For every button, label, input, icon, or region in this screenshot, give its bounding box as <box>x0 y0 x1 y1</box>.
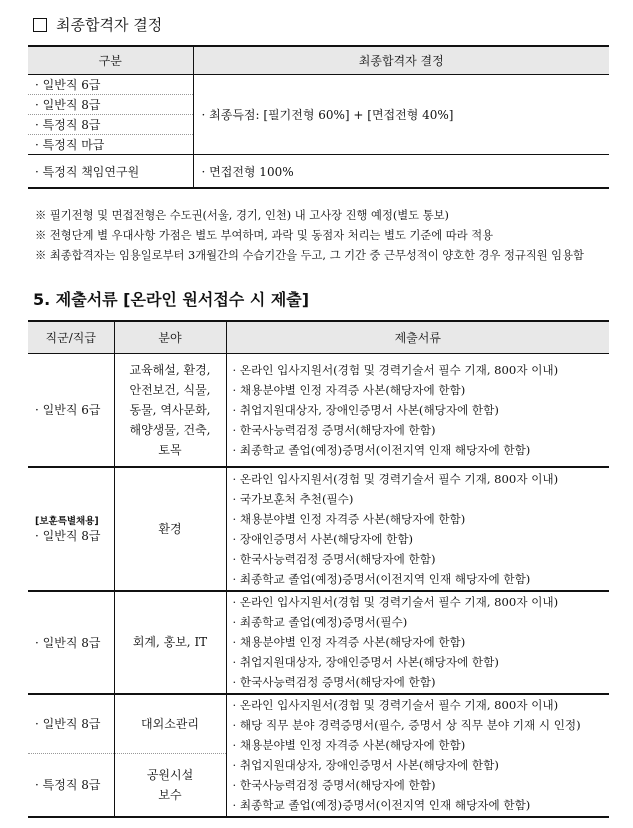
notes <box>35 206 584 266</box>
document-item: · 최종학교 졸업(예정)증명서(이전지역 인재 해당자에 한함) <box>232 571 531 586</box>
field-cell: 환경 <box>114 467 226 591</box>
rule-written-interview: · 최종득점: [필기전형 60%] + [면접전형 40%] <box>193 75 609 155</box>
document-item: · 취업지원대상자, 장애인증명서 사본(해당자에 한함) <box>232 655 499 669</box>
document-item: · 채용분야별 인정 자격증 사본(해당자에 한함) <box>232 738 466 752</box>
job-cell: · 일반직 8급 <box>28 694 114 754</box>
special-hire-tag: [보훈특별채용] <box>35 516 99 527</box>
header-job: 직군/직급 <box>28 321 114 354</box>
header-category: 구분 <box>28 46 193 75</box>
note-item: ※ 최종합격자는 임용일로부터 3개월간의 수습기간을 두고, 그 기간 중 근무성적이 양호한 경우 정규직원 임용함 <box>35 249 584 262</box>
rule-interview-only: · 면접전형 100% <box>201 164 294 179</box>
category-item: · 특정직 8급 <box>28 115 193 135</box>
document-item: · 최종학교 졸업(예정)증명서(이전지역 인재 해당자에 한함) <box>232 442 531 457</box>
document-item: · 한국사능력검정 증명서(해당자에 한함) <box>232 778 436 792</box>
document-item: · 취업지원대상자, 장애인증명서 사본(해당자에 한함) <box>232 758 499 772</box>
documents-cell <box>226 591 609 694</box>
section1-title-text: 최종합격자 결정 <box>56 16 163 34</box>
document-item: · 국가보훈처 추천(필수) <box>232 491 354 506</box>
field-cell: 회계, 홍보, IT <box>114 591 226 694</box>
header-documents: 제출서류 <box>226 321 609 354</box>
checkbox-square-icon <box>33 18 47 32</box>
document-item: · 채용분야별 인정 자격증 사본(해당자에 한함) <box>232 511 466 526</box>
document-item: · 온라인 입사지원서(경험 및 경력기술서 필수 기재, 800자 이내) <box>232 362 559 377</box>
note-item: ※ 전형단계 별 우대사항 가점은 별도 부여하며, 과락 및 동점자 처리는 별도 기준에 따라 적용 <box>35 229 494 242</box>
documents-table <box>28 320 609 818</box>
job-cell: · 일반직 8급 <box>28 591 114 694</box>
final-selection-table <box>28 45 609 189</box>
field-cell: 교육해설, 환경, 안전보건, 식물, 동물, 역사문화, 해양생물, 건축, 토목 <box>114 354 226 467</box>
document-item: · 온라인 입사지원서(경험 및 경력기술서 필수 기재, 800자 이내) <box>232 698 559 712</box>
document-item: · 장애인증명서 사본(해당자에 한함) <box>232 531 414 546</box>
document-item: · 한국사능력검정 증명서(해당자에 한함) <box>232 422 436 437</box>
field-cell: 공원시설 보수 <box>114 754 226 817</box>
category-item: · 특정직 책임연구원 <box>28 155 193 189</box>
document-item: · 한국사능력검정 증명서(해당자에 한함) <box>232 675 436 689</box>
document-item: · 채용분야별 인정 자격증 사본(해당자에 한함) <box>232 382 466 397</box>
job-cell: · 일반직 6급 <box>28 354 114 467</box>
field-cell: 대외소관리 <box>114 694 226 754</box>
document-item: · 채용분야별 인정 자격증 사본(해당자에 한함) <box>232 635 466 649</box>
documents-cell <box>226 694 609 817</box>
category-item: · 일반직 6급 <box>28 75 193 95</box>
category-item: · 일반직 8급 <box>28 95 193 115</box>
document-item: · 온라인 입사지원서(경험 및 경력기술서 필수 기재, 800자 이내) <box>232 595 559 609</box>
document-item: · 해당 직무 분야 경력증명서(필수, 증명서 상 직무 분야 기재 시 인정) <box>232 718 581 732</box>
section2-title: 5. 제출서류 [온라인 원서접수 시 제출] <box>33 290 310 309</box>
document-item: · 최종학교 졸업(예정)증명서(이전지역 인재 해당자에 한함) <box>232 798 531 812</box>
job-cell: [보훈특별채용] · 일반직 8급 <box>28 467 114 591</box>
documents-cell <box>226 354 609 467</box>
header-final-decision: 최종합격자 결정 <box>193 46 609 75</box>
job-cell: · 특정직 8급 <box>28 754 114 817</box>
category-item: · 특정직 마급 <box>28 135 193 155</box>
document-item: · 최종학교 졸업(예정)증명서(필수) <box>232 615 408 629</box>
document-item: · 한국사능력검정 증명서(해당자에 한함) <box>232 551 436 566</box>
documents-cell <box>226 467 609 591</box>
section1-title <box>33 14 162 35</box>
document-item: · 온라인 입사지원서(경험 및 경력기술서 필수 기재, 800자 이내) <box>232 471 559 486</box>
document-item: · 취업지원대상자, 장애인증명서 사본(해당자에 한함) <box>232 402 499 417</box>
note-item: ※ 필기전형 및 면접전형은 수도권(서울, 경기, 인천) 내 고사장 진행 예정(별도 통보) <box>35 209 449 222</box>
header-field: 분야 <box>114 321 226 354</box>
